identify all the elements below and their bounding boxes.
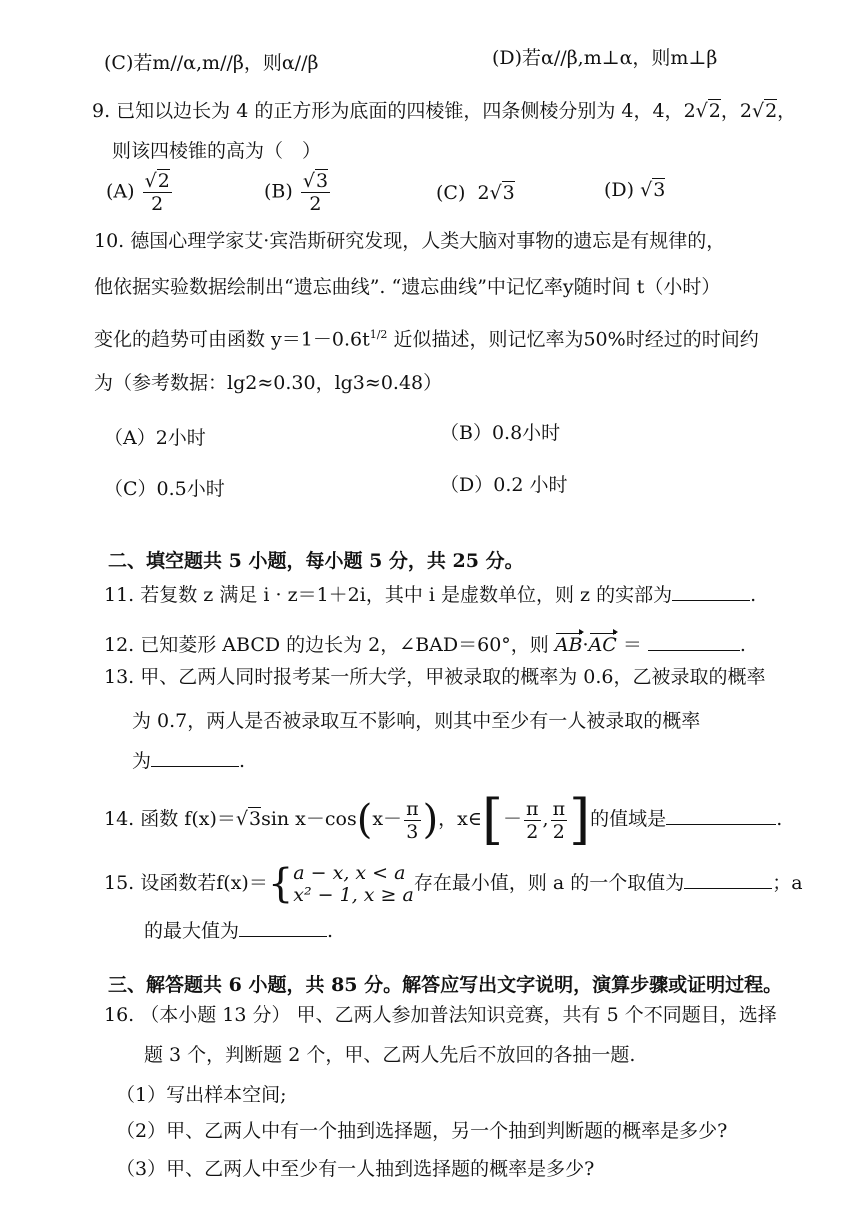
q14-two: 2 (526, 820, 539, 843)
q9-option-b-den: 2 (309, 193, 322, 215)
q11-answer-blank[interactable] (672, 582, 750, 601)
q9-edge-coef: 2 (683, 100, 696, 122)
q9-option-b (264, 170, 332, 215)
q15 (104, 858, 803, 914)
q12-vector-ac: AC (588, 634, 617, 656)
q9-stem-line2: 则该四棱锥的高为（ ） (112, 140, 322, 162)
q9-option-c-label: (C) (436, 182, 466, 204)
q14-right-paren: ) (422, 797, 439, 843)
q15-case2: x² − 1, x ≥ a (293, 884, 414, 906)
q9-edge-sqrt: √2 (695, 100, 721, 122)
q10-ref-data: lg2≈0.30，lg3≈0.48） (227, 372, 443, 394)
q10-option-c: （C）0.5小时 (104, 478, 225, 500)
q9-option-a-den: 2 (151, 193, 164, 215)
q9-stem-text: 9. 已知以边长为 4 的正方形为底面的四棱锥，四条侧棱分别为 4，4， (92, 100, 684, 122)
q12 (104, 632, 746, 658)
q15-text-c: ；a (772, 872, 803, 894)
q14-right-bracket: ] (569, 788, 591, 851)
q15-cases (293, 862, 414, 906)
q10-option-a: （A）2小时 (104, 427, 206, 449)
q10-line2: 他依据实验数据绘制出“遗忘曲线”. “遗忘曲线”中记忆率y随时间 t（小时） (94, 276, 721, 298)
q14: 14. 函数 f(x)＝√3sin x－cos(x－ $\frac{\pi}{3}$ )，x∈[－ $\frac{\pi}{2}$ , $\frac{\pi}{2}$ ]的值域是 . (104, 788, 783, 851)
q13-line3 (132, 748, 245, 774)
q14-answer-blank[interactable] (666, 806, 776, 825)
q8-option-c: (C)若m//α,m//β，则α//β (104, 52, 319, 74)
q10-line3 (94, 322, 759, 352)
q9-edge2-radicand: 2 (765, 100, 778, 122)
q9-option-c-radicand: 3 (502, 182, 515, 204)
section2-heading: 二、填空题共 5 小题，每小题 5 分，共 25 分。 (108, 550, 524, 572)
q13-line2: 为 0.7，两人是否被录取互不影响，则其中至少有一人被录取的概率 (132, 710, 701, 732)
q14-domain: ，x∈ (438, 808, 482, 830)
q11-end: . (750, 584, 757, 606)
q14-two-2: 2 (552, 820, 565, 843)
q14-pi: π (406, 797, 419, 820)
q12-text: 12. 已知菱形 ABCD 的边长为 2，∠BAD＝60°，则 (104, 634, 555, 656)
q10-line3-text: 变化的趋势可由函数 y＝1－0.6t (94, 328, 370, 351)
q12-vector-ab: AB (554, 634, 583, 656)
q9-option-c-coef: 2 (477, 182, 490, 204)
q15-brace: { (267, 861, 294, 907)
q15-line2-text: 的最大值为 (144, 920, 240, 942)
q11-text: 11. 若复数 z 满足 i · z＝1＋2i，其中 i 是虚数单位，则 z 的实部为 (104, 584, 673, 606)
q15-text-b: 存在最小值，则 a 的一个取值为 (413, 872, 685, 894)
q13-line3-text: 为 (132, 750, 152, 772)
q10-line1: 10. 德国心理学家艾·宾浩斯研究发现，人类大脑对事物的遗忘是有规律的， (94, 230, 726, 252)
q9-option-a-label: (A) (106, 180, 135, 203)
q13-answer-blank[interactable] (151, 748, 239, 767)
q9-edge-radicand: 2 (708, 100, 721, 122)
q10-option-d: （D）0.2 小时 (440, 474, 568, 496)
q12-end: . (739, 634, 746, 656)
q8-option-d: (D)若α//β,m⊥α，则m⊥β (492, 47, 718, 69)
q9-option-d-label: (D) (604, 179, 635, 201)
q14-left-paren: ( (356, 797, 373, 843)
q14-pi-3: π (552, 797, 566, 820)
q14-neg: － (503, 808, 523, 830)
q15-answer-blank-1[interactable] (684, 870, 772, 889)
q9-sep2: ， (777, 100, 797, 122)
q15-case1: a − x, x < a (293, 862, 406, 884)
q14-arg: x－ (372, 808, 403, 830)
q9-stem (92, 98, 796, 124)
q16-part3: （3）甲、乙两人中至少有一人抽到选择题的概率是多少? (116, 1158, 595, 1180)
q12-eq: ＝ (616, 634, 648, 656)
q16-part1: （1）写出样本空间; (116, 1084, 287, 1106)
q10-exponent: 1/2 (369, 328, 388, 341)
q16-line1: 16. （本小题 13 分） 甲、乙两人参加普法知识竞赛，共有 5 个不同题目，选择 (104, 1004, 777, 1026)
q9-option-d-radicand: 3 (653, 179, 666, 201)
q14-pi-over-2 (551, 798, 568, 843)
q10-line4-text: 为（参考数据： (94, 372, 228, 394)
q15-text: 15. 设函数若f(x)＝ (104, 872, 268, 894)
q14-neg-pi-over-2 (524, 798, 541, 843)
q14-pi-over-3 (404, 798, 421, 843)
q14-sin-cos: sin x－cos (261, 808, 357, 830)
q15-line2 (144, 918, 333, 944)
q14-three: 3 (406, 820, 419, 843)
q11 (104, 582, 756, 608)
q14-pi-2: π (526, 797, 539, 820)
q9-edge2-coef: 2 (739, 100, 752, 122)
q10-line4 (94, 370, 442, 396)
q9-option-c: (C) 2√3 (436, 182, 515, 204)
q12-answer-blank[interactable] (648, 632, 740, 651)
q14-end: . (776, 808, 783, 830)
q15-end: . (327, 920, 334, 942)
q9-option-a-radicand: 2 (157, 170, 170, 192)
q10-line3-text-b: 近似描述，则记忆率为50%时经过的时间约 (387, 328, 759, 351)
section3-heading: 三、解答题共 6 小题，共 85 分。解答应写出文字说明，演算步骤或证明过程。 (108, 974, 783, 996)
q12-dot: · (582, 634, 589, 656)
q14-radicand: 3 (248, 808, 262, 830)
q9-option-b-radicand: 3 (315, 170, 329, 192)
q9-sep: ， (720, 100, 740, 122)
q10-option-b: （B）0.8小时 (440, 422, 561, 444)
q16-part2: （2）甲、乙两人中有一个抽到选择题，另一个抽到判断题的概率是多少? (116, 1120, 728, 1142)
q16-line2: 题 3 个，判断题 2 个，甲、乙两人先后不放回的各抽一题. (144, 1044, 636, 1066)
q9-option-a (106, 170, 174, 215)
q9-option-a-fraction: $\frac{√2}{2}$ (144, 170, 170, 215)
q13-line1: 13. 甲、乙两人同时报考某一所大学，甲被录取的概率为 0.6，乙被录取的概率 (104, 666, 766, 688)
q13-end: . (239, 750, 246, 772)
q15-answer-blank-2[interactable] (239, 918, 327, 937)
q9-option-b-label: (B) (264, 180, 293, 203)
q14-text: 14. 函数 f(x)＝ (104, 808, 236, 830)
q14-range-text: 的值域是 (590, 808, 667, 830)
q9-edge2-sqrt: √2 (751, 100, 778, 122)
q14-left-bracket: [ (481, 788, 504, 851)
q9-option-b-fraction: $\frac{√3}{2}$ (302, 170, 329, 215)
q9-option-d: (D) √3 (604, 179, 666, 201)
